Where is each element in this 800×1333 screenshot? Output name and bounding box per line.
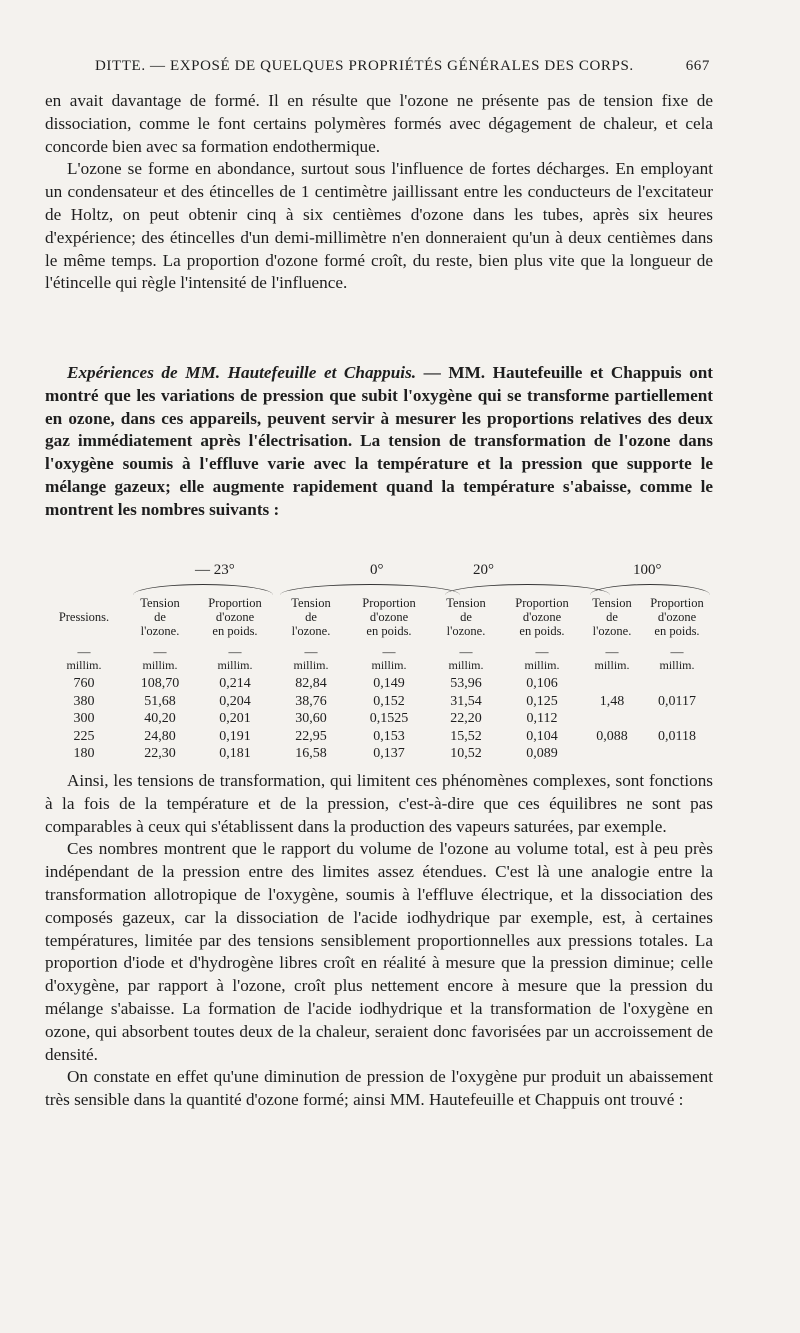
col-head-proportion-1 [197, 596, 273, 638]
table-cell: 0,088 [596, 728, 628, 744]
paragraph-3-body: — MM. Hautefeuille et Chappuis ont montré que les variations de pression que subit l'oxygène qui se transforme partiellement en ozone, dans ces appareils, peuvent servir à mesurer les proportions relatives des deux gaz immédiatement après l'électrisation. La tension de transformation de l'ozone dans l'oxygène soumis à l'effluve varie avec la température et la pression que supporte le mélange gazeux; elle augmente rapidement quand la température s'abaisse, comme le montrent les nombres suivants : [45, 363, 713, 519]
unit-cell: millim. [217, 658, 253, 672]
table-cell: 51,68 [144, 693, 176, 709]
table-cell: 40,20 [144, 711, 176, 726]
table-cell: 30,60 [295, 711, 327, 726]
col-head-text: de [154, 610, 166, 624]
table-cell: 1,48 [599, 693, 625, 709]
table-cell: 380 [73, 693, 95, 709]
table-cell: 0,214 [219, 676, 251, 691]
dash: — [459, 644, 473, 659]
brace-0 [280, 584, 460, 595]
unit-cell: millim. [66, 658, 102, 672]
table-cell: 82,84 [295, 676, 327, 691]
col-head-text: l'ozone. [140, 624, 180, 638]
brace-100 [590, 584, 710, 595]
col-head-text: en poids. [519, 624, 565, 638]
dash: — [228, 644, 242, 659]
temp-label-100: 100° [633, 562, 662, 578]
table-cell: 0,125 [526, 693, 558, 709]
table-cell: 0,181 [219, 746, 251, 761]
dash: — [535, 644, 549, 659]
table-cell: 31,54 [450, 693, 482, 709]
col-head-text: l'ozone. [592, 624, 632, 638]
unit-cell: millim. [142, 658, 178, 672]
table-cell: 0,204 [219, 693, 251, 709]
temp-label-0: 0° [370, 562, 384, 578]
table-cell: 0,152 [373, 693, 405, 709]
col-head-text: Proportion [515, 596, 569, 610]
table-cell: 0,191 [219, 728, 251, 744]
table-cell: 16,58 [295, 746, 327, 761]
paragraph-3-title: Expériences de MM. Hautefeuille et Chappuis. [67, 363, 417, 382]
dash: — [670, 644, 684, 659]
table-cell: 0,201 [219, 711, 251, 726]
col-head-proportion-4 [641, 596, 713, 638]
paragraph-6: On constate en effet qu'une diminution de pression de l'oxygène pur produit un abaissement très sensible dans la quantité d'ozone formé; ainsi MM. Hautefeuille et Chappuis ont trouvé : [45, 1067, 713, 1110]
col-head-text: d'ozone [657, 610, 697, 624]
table-cell: 0,0117 [658, 693, 696, 709]
table-cell: 22,30 [144, 746, 176, 761]
table-cell: 225 [73, 728, 95, 744]
table-cell: 22,20 [450, 711, 482, 726]
unit-cell: millim. [524, 658, 560, 672]
temp-label-minus23: — 23° [195, 562, 235, 578]
dash: — [304, 644, 318, 659]
unit-cell: millim. [594, 658, 630, 672]
table-cell: 24,80 [144, 728, 176, 744]
col-head-pressions: Pressions. [58, 610, 110, 624]
dash: — [77, 644, 91, 659]
col-head-text: Tension [446, 596, 486, 610]
dash: — [153, 644, 167, 659]
header-title: DITTE. — EXPOSÉ DE QUELQUES PROPRIÉTÉS GÉNÉRALES DES CORPS. [95, 58, 634, 74]
temperature-header [45, 562, 713, 596]
col-head-text: Proportion [208, 596, 262, 610]
brace-20 [445, 584, 610, 595]
col-head-text: Proportion [650, 596, 704, 610]
text-block-top [45, 90, 713, 295]
col-head-tension-4 [583, 596, 641, 638]
table-cell: 0,1525 [369, 711, 409, 726]
paragraph-3 [45, 362, 713, 522]
text-block-experiments [45, 362, 713, 522]
table-cell: 15,52 [450, 728, 482, 744]
brace-minus23 [133, 584, 273, 595]
table-cell: 0,153 [373, 728, 405, 744]
page-number: 667 [685, 58, 710, 74]
dash: — [605, 644, 619, 659]
col-head-text: en poids. [212, 624, 258, 638]
col-head-text: d'ozone [522, 610, 562, 624]
paragraph-5: Ces nombres montrent que le rapport du volume de l'ozone au volume total, est à peu près indépendant de la pression entre des limites assez étendues. C'est là une analogie entre la transformation allotropique de l'oxygène, soumis à l'effluve électrique, et la dissociation des composés gazeux, car la dissociation de l'acide iodhydrique par exemple, est, à certaines températures, limitée par des tensions sensiblement proportionnelles aux pressions totales. La proportion d'iode et d'hydrogène libres croît en réalité à mesure que la pression diminue; celle d'oxygène, par rapport à l'ozone, croît plus nettement encore à mesure que la pression du mélange s'abaisse. La formation de l'acide iodhydrique et la transformation de l'oxygène en ozone, qui absorbent toutes deux de la chaleur, seraient donc favorisées par un accroissement de densité. [45, 839, 713, 1064]
col-head-text: d'ozone [215, 610, 255, 624]
dash: — [382, 644, 396, 659]
col-head-tension-2 [275, 596, 347, 638]
table-cell: 0,149 [373, 676, 405, 691]
paragraph-2: L'ozone se forme en abondance, surtout sous l'influence de fortes décharges. En employant un condensateur et des étincelles de 1 centimètre jaillissant entre les conducteurs de l'excitateur de Holtz, on peut obtenir cinq à six centièmes d'ozone dans les tubes, après six heures d'expérience; des étincelles d'un demi-millimètre n'en donneraient qu'un à deux centièmes dans le même temps. La proportion d'ozone formé croît, du reste, bien plus vite que la longueur de l'étincelle qui règle l'intensité de l'influence. [45, 159, 713, 293]
table-cell: 22,95 [295, 728, 327, 744]
table-cell: 38,76 [295, 693, 327, 709]
col-head-text: l'ozone. [291, 624, 331, 638]
col-head-text: Tension [140, 596, 180, 610]
col-head-text: Proportion [362, 596, 416, 610]
table-cell: 0,106 [526, 676, 558, 691]
paragraph-4: Ainsi, les tensions de transformation, qui limitent ces phénomènes complexes, sont fonctions à la fois de la température et de la pression, c'est-à-dire que ces équilibres ne sont pas comparables à ceux qui s'établissent dans la production des vapeurs saturées, par exemple. [45, 771, 713, 836]
unit-cell: millim. [293, 658, 329, 672]
col-head-text: l'ozone. [446, 624, 486, 638]
table-cell: 0,0118 [658, 728, 696, 744]
table-cell: 0,112 [526, 711, 558, 726]
col-head-text: de [460, 610, 472, 624]
running-header [95, 58, 710, 75]
col-head-text: Tension [592, 596, 632, 610]
col-head-text: d'ozone [369, 610, 409, 624]
table-cell: 10,52 [450, 746, 482, 761]
col-head-text: Tension [291, 596, 331, 610]
col-head-proportion-3 [503, 596, 581, 638]
table-cell: 180 [73, 746, 95, 761]
table-cell: 0,089 [526, 746, 558, 761]
table-cell: 108,70 [140, 676, 180, 691]
unit-cell: millim. [448, 658, 484, 672]
col-head-text: de [606, 610, 618, 624]
temp-label-20: 20° [473, 562, 494, 578]
col-head-tension-3 [431, 596, 501, 638]
text-block-bottom [45, 770, 713, 1112]
col-head-tension-1 [125, 596, 195, 638]
col-head-text: en poids. [654, 624, 700, 638]
table-cell: 760 [73, 676, 95, 691]
table-cell: 0,137 [373, 746, 405, 761]
col-head-text: de [305, 610, 317, 624]
table-cell: 53,96 [450, 676, 482, 691]
paragraph-1: en avait davantage de formé. Il en résulte que l'ozone ne présente pas de tension fixe de dissociation, comme le font certains polymères formés avec dégagement de chaleur, et cela concorde bien avec sa formation endothermique. [45, 91, 713, 156]
unit-cell: millim. [659, 658, 695, 672]
col-head-text: en poids. [366, 624, 412, 638]
col-head-proportion-2 [349, 596, 429, 638]
table-cell: 300 [73, 711, 95, 726]
unit-cell: millim. [371, 658, 407, 672]
table-cell: 0,104 [526, 728, 558, 744]
